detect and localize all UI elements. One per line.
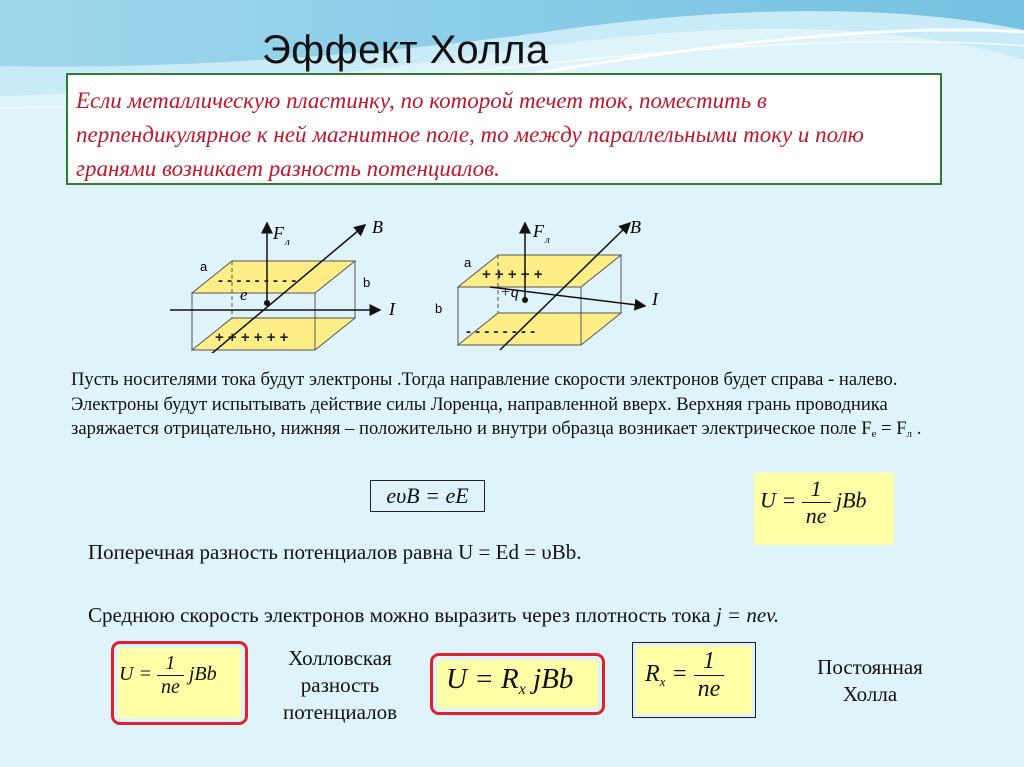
formula-hall: $U = R_x$ jBb: [446, 663, 574, 698]
formula-rx: $R_x$ = $\frac{1}{ne}$: [645, 648, 724, 703]
label-current: I: [652, 289, 658, 309]
page-title: Эффект Холла: [262, 28, 549, 72]
definition-text: Если металлическую пластинку, по которой течет ток, поместить в перпендикулярное к ней магнитное поле, то между параллельными току и полю гранями возникает разность потенциалов.: [76, 88, 864, 181]
label-force-sub: л: [285, 236, 290, 248]
top-signs: - - - - - - - - -: [218, 272, 297, 289]
line-velocity: Среднюю скорость электронов можно выразить через плотность тока j = nev.: [88, 603, 780, 627]
label-current: I: [389, 299, 395, 319]
formula-u-top: U = $\frac{1}{ne}$ jBb: [760, 476, 867, 528]
label-b: b: [435, 301, 443, 316]
label-field: B: [372, 217, 383, 237]
label-a: a: [464, 255, 472, 270]
formula-u-bottom: U = $\frac{1}{ne}$ jBb: [119, 652, 217, 698]
label-force-sub: л: [545, 234, 550, 246]
hall-diagram-electrons: [160, 205, 420, 353]
bottom-signs: + + + + + +: [215, 329, 289, 346]
label-field: B: [630, 217, 641, 237]
label-charge: e: [240, 285, 248, 304]
line-transverse: Поперечная разность потенциалов равна U = Ed = υBb.: [88, 540, 582, 564]
label-charge: +q: [500, 284, 519, 301]
hall-diagram-positive: [430, 205, 690, 353]
hall-potential-label: Холловская разность потенциалов: [282, 646, 398, 724]
top-signs: + + + + +: [482, 266, 543, 283]
label-a: a: [200, 259, 208, 274]
label-b: b: [363, 275, 371, 290]
formula-lorentz-balance: eυB = eE: [370, 480, 485, 512]
label-force: F: [273, 223, 284, 243]
label-force: F: [533, 221, 544, 241]
hall-constant-label: Постоянная Холла: [817, 655, 923, 706]
bottom-signs: - - - - - - - -: [466, 323, 536, 340]
explanation-paragraph: Пусть носителями тока будут электроны .Тогда направление скорости электронов будет справа - налево. Электроны будут испытывать действие силы Лоренца, направленной вверх. Верхняя грань проводника заряжается отрицательно, нижняя – положительно и внутри образца возникает электрическое поле $F_е = F_л$ .: [71, 369, 922, 440]
